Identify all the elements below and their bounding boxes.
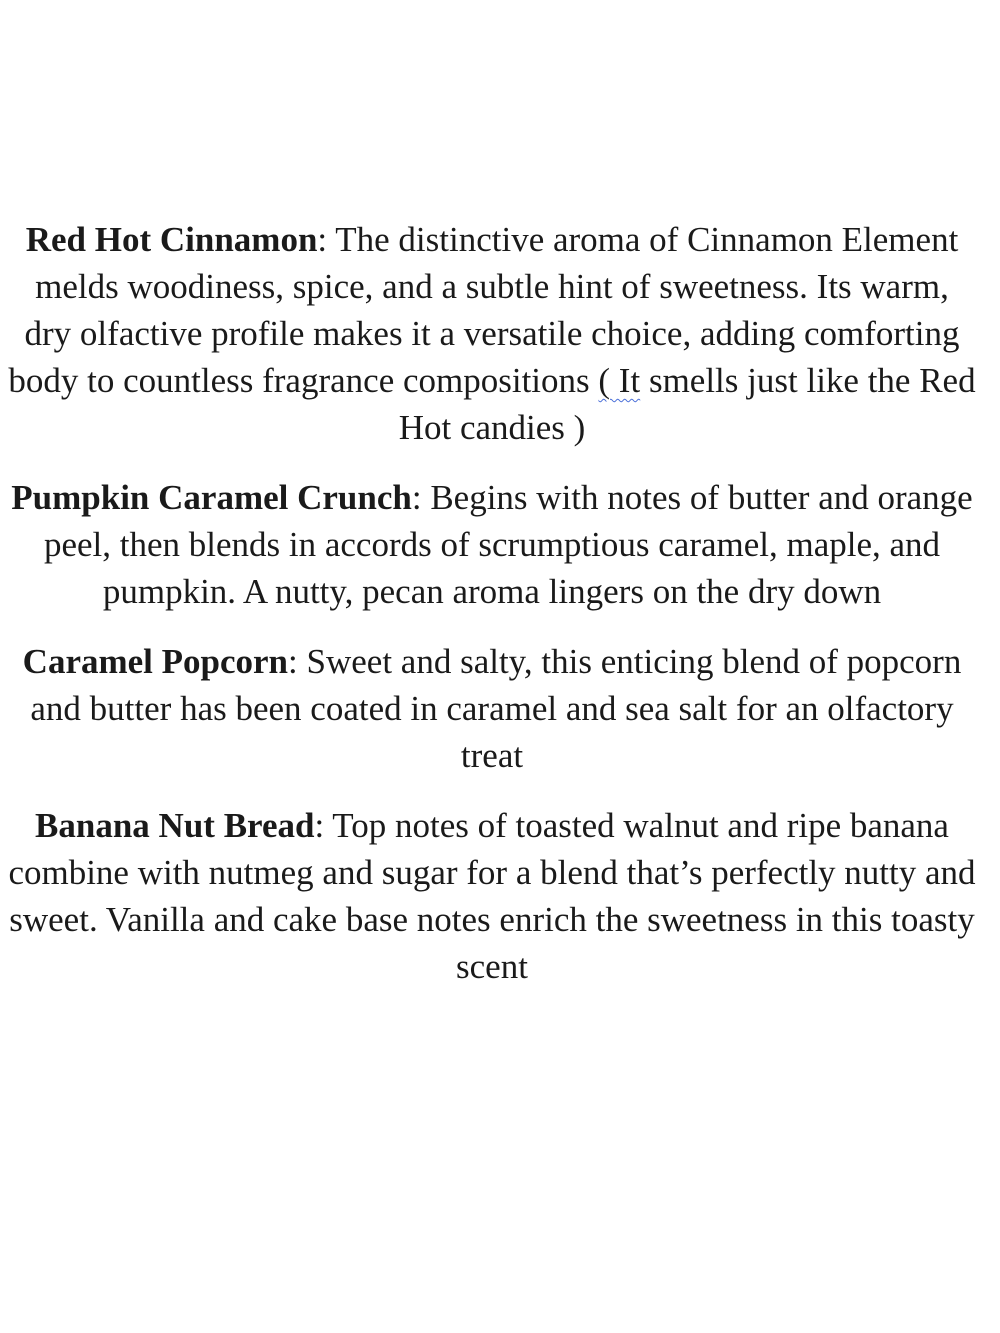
scent-name: Red Hot Cinnamon (25, 220, 318, 259)
scent-description-continued: smells just like the Red Hot candies ) (398, 361, 976, 447)
scent-entry-caramel-popcorn (8, 638, 976, 779)
scent-name: Pumpkin Caramel Crunch (11, 478, 412, 517)
scent-description: : Sweet and salty, this enticing blend of popcorn and butter has been coated in caramel and sea salt for an olfactory treat (30, 642, 962, 775)
scent-entry-red-hot-cinnamon (8, 216, 976, 451)
scent-description: : Top notes of toasted walnut and ripe banana combine with nutmeg and sugar for a blend that’s perfectly nutty and sweet. Vanilla and cake base notes enrich the sweetness in this toasty scent (8, 806, 976, 986)
scent-name: Banana Nut Bread (35, 806, 315, 845)
scent-description: : Begins with notes of butter and orange peel, then blends in accords of scrumptious caramel, maple, and pumpkin. A nutty, pecan aroma lingers on the dry down (43, 478, 973, 611)
scent-entry-pumpkin-caramel-crunch (8, 474, 976, 615)
scent-description: : The distinctive aroma of Cinnamon Element melds woodiness, spice, and a subtle hint of sweetness. Its warm, dry olfactive profile makes it a versatile choice, adding comforting body to countless fragrance compositions (8, 220, 960, 400)
scent-name: Caramel Popcorn (22, 642, 289, 681)
scent-descriptions (8, 216, 976, 1013)
spellcheck-flagged-word: ( It (598, 361, 641, 400)
scent-entry-banana-nut-bread (8, 802, 976, 990)
